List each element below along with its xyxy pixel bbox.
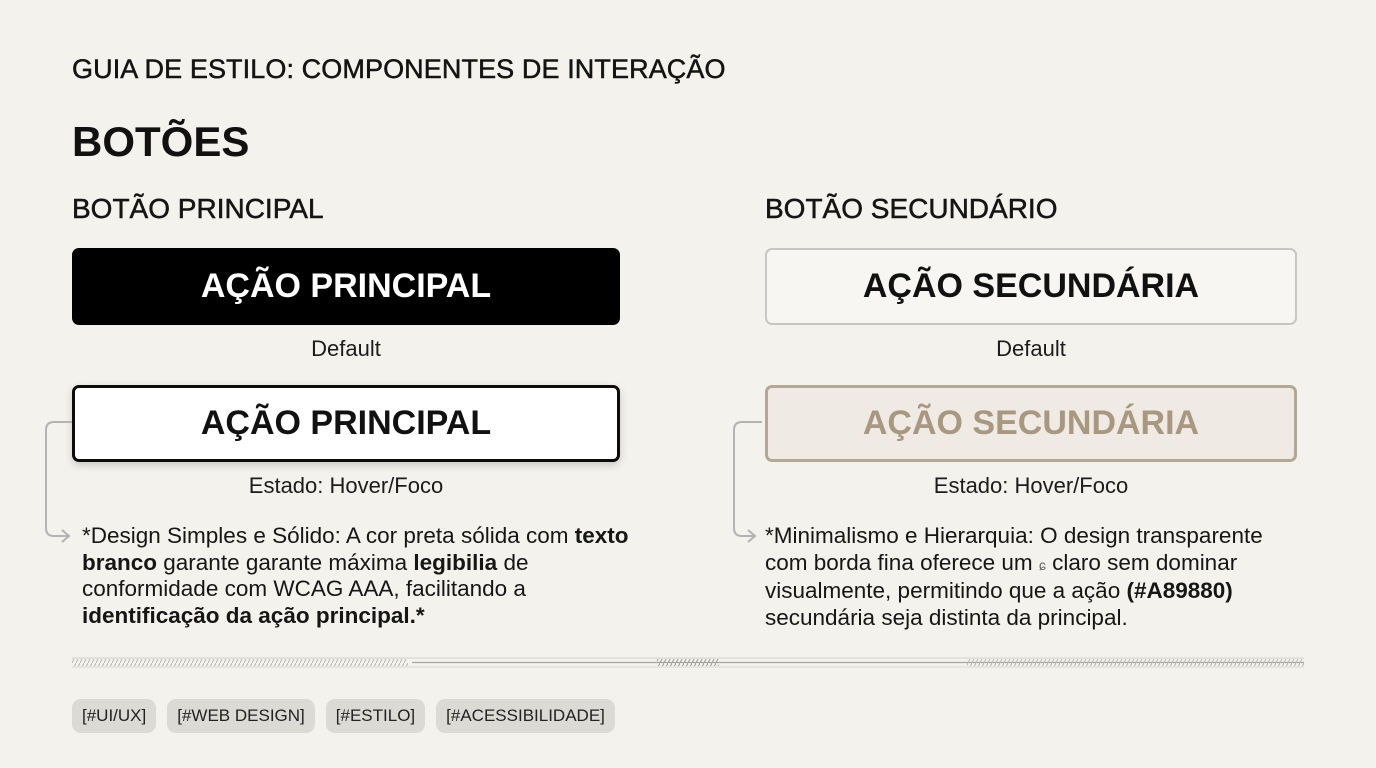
primary-button-default-label: AÇÃO PRINCIPAL <box>200 267 492 305</box>
secondary-description-bold-1: (#A89880) <box>1126 578 1233 603</box>
primary-description-bold-1: texto branco <box>82 523 629 575</box>
primary-hover-state-label: Estado: Hover/Foco <box>248 473 444 498</box>
secondary-button-hover-label: AÇÃO SECUNDÁRIA <box>862 404 1200 442</box>
secondary-description-text-2: claro sem dominar visualmente, permitindo que a ação <box>765 549 1238 603</box>
decorative-divider <box>72 655 1304 671</box>
tag-list <box>72 699 615 733</box>
tag-acessibilidade[interactable]: [#ACESSIBILIDADE] <box>436 699 615 733</box>
secondary-description-glitch: ɕ <box>1038 556 1046 573</box>
secondary-button-default-label: AÇÃO SECUNDÁRIA <box>862 267 1200 305</box>
tag-ui-ux[interactable]: [#UI/UX] <box>72 699 156 733</box>
secondary-button-default[interactable] <box>765 248 1297 325</box>
primary-description-bold-2: legibilia <box>413 549 498 575</box>
primary-default-state-label: Default <box>311 336 381 361</box>
arrow-elbow-right-icon <box>38 415 78 550</box>
secondary-description-text-3: secundária seja distinta da principal. <box>765 604 1128 630</box>
primary-description-text-2: garante garante máxima <box>157 549 414 575</box>
tag-estilo[interactable]: [#ESTILO] <box>326 699 425 733</box>
secondary-description-text-1: *Minimalismo e Hierarquia: O design transparente com borda fina oferece um <box>765 523 1263 575</box>
primary-button-hover-label: AÇÃO PRINCIPAL <box>200 404 492 442</box>
primary-description-text-1: *Design Simples e Sólido: A cor preta sólida com <box>82 523 575 548</box>
secondary-description <box>765 523 1305 631</box>
primary-description-bold-3: identificação da ação principal.* <box>82 602 425 628</box>
tag-web-design[interactable]: [#WEB DESIGN] <box>167 699 315 733</box>
guide-title: GUIA DE ESTILO: COMPONENTES DE INTERAÇÃO <box>72 54 726 84</box>
section-title: BOTÕES <box>72 118 250 165</box>
primary-description-text-3: de conformidade com WCAG AAA, facilitando a <box>82 549 529 601</box>
secondary-hover-state-label: Estado: Hover/Foco <box>933 473 1129 498</box>
secondary-column-title: BOTÃO SECUNDÁRIO <box>765 193 1058 224</box>
secondary-default-state-label: Default <box>996 336 1066 361</box>
primary-column-title: BOTÃO PRINCIPAL <box>72 193 324 224</box>
primary-description <box>82 523 642 629</box>
secondary-button-hover[interactable] <box>765 385 1297 462</box>
primary-button-hover[interactable] <box>72 385 620 462</box>
arrow-elbow-right-icon <box>724 415 764 550</box>
primary-button-default[interactable] <box>72 248 620 325</box>
